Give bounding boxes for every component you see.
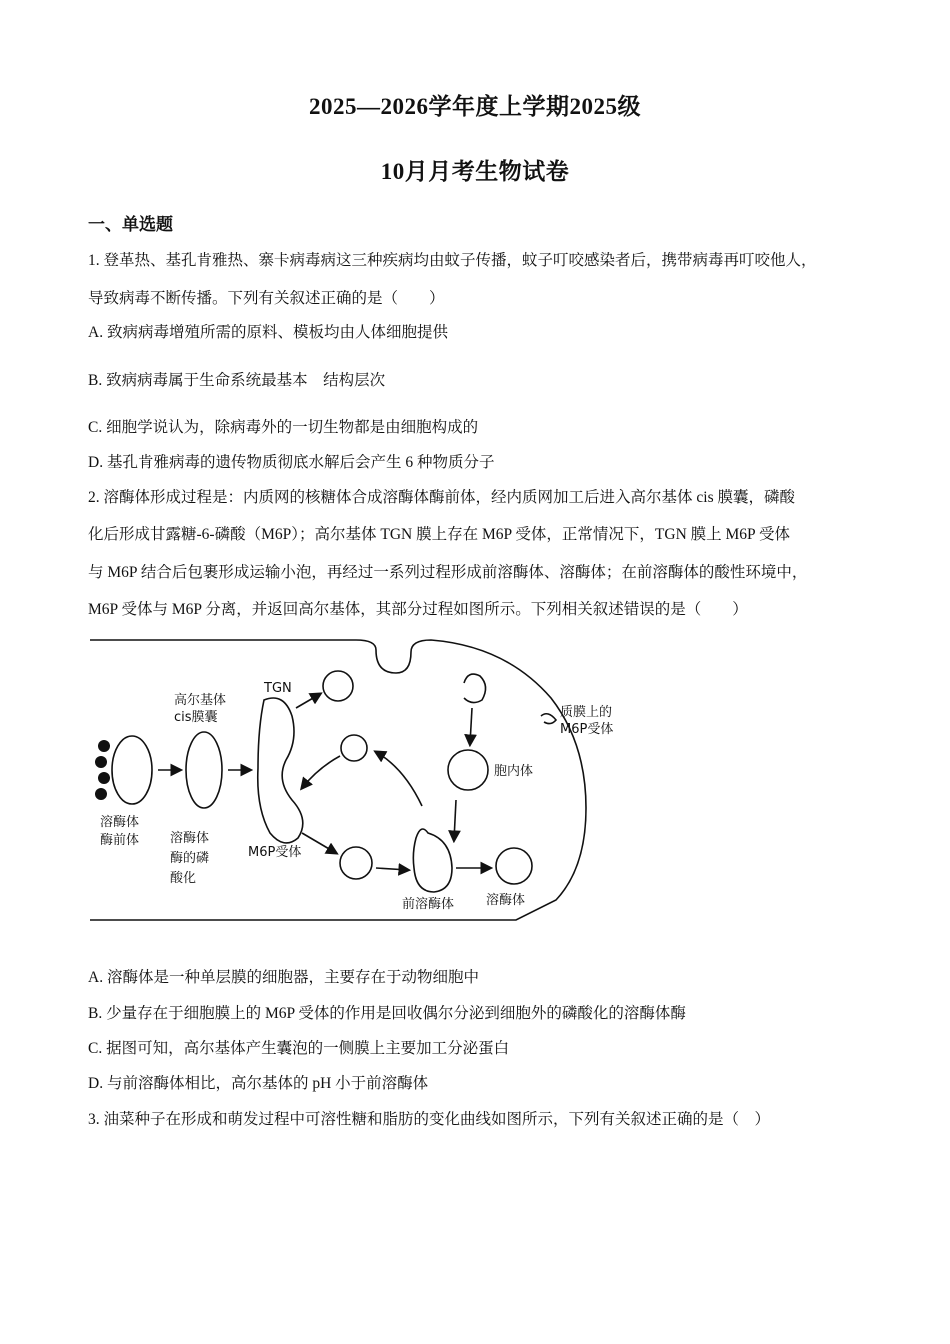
section-heading: 一、单选题 [88, 215, 173, 234]
membrane-receptor-pit [541, 714, 556, 724]
label-precursor-line2: 酶前体 [100, 833, 140, 848]
q1-stem-line2: 导致病毒不断传播。下列有关叙述正确的是（ ） [88, 290, 445, 307]
label-phosphorylation-line2: 酶的磷 [170, 851, 210, 866]
precursor-vesicle [112, 736, 152, 804]
label-cis-line1: 高尔基体 [174, 693, 227, 708]
q1-option-a: A. 致病病毒增殖所需的原料、模板均由人体细胞提供 [88, 324, 448, 341]
recycled-receptor-vesicle [341, 735, 367, 761]
q3-stem-line1: 3. 油菜种子在形成和萌发过程中可溶性糖和脂肪的变化曲线如图所示，下列有关叙述正确的是（ ） [88, 1111, 771, 1128]
q1-option-c: C. 细胞学说认为，除病毒外的一切生物都是由细胞构成的 [88, 419, 479, 436]
label-phosphorylation-line3: 酸化 [170, 871, 197, 886]
q2-stem-line1: 2. 溶酶体形成过程是：内质网的核糖体合成溶酶体酶前体，经内质网加工后进入高尔基体 cis 膜囊，磷酸 [88, 489, 795, 506]
tgn-membrane [258, 698, 303, 843]
arrow-transport-to-prelysosome [376, 868, 408, 870]
label-phosphorylation-line1: 溶酶体 [170, 831, 210, 846]
q2-stem-line4: M6P 受体与 M6P 分离，并返回高尔基体，其部分过程如图所示。下列相关叙述错误的是（ ） [88, 601, 748, 618]
label-cis-line2: cis膜囊 [174, 710, 218, 725]
q1-option-d: D. 基孔肯雅病毒的遗传物质彻底水解后会产生 6 种物质分子 [88, 454, 495, 471]
q1-option-b: B. 致病病毒属于生命系统最基本 结构层次 [88, 372, 386, 389]
cell-membrane [90, 640, 586, 920]
q2-stem-line3: 与 M6P 结合后包裹形成运输小泡，再经过一系列过程形成前溶酶体、溶酶体；在前溶酶体的酸性环境中， [88, 564, 808, 581]
endocytic-pit [464, 674, 486, 702]
q2-stem-line2: 化后形成甘露糖-6-磷酸（M6P）；高尔基体 TGN 膜上存在 M6P 受体，正常情况下，TGN 膜上 M6P 受体 [88, 526, 790, 543]
label-membrane-line1: 质膜上的 [560, 705, 613, 720]
label-membrane-line2: M6P受体 [560, 722, 614, 737]
prelysosome-membrane [413, 829, 452, 892]
arrow-tgn-to-transport [302, 833, 336, 853]
transport-vesicle [340, 847, 372, 879]
label-tgn: TGN [264, 681, 292, 696]
lysosome-formation-figure [86, 628, 646, 928]
cis-cisterna [186, 732, 222, 808]
exam-title-line1: 2025—2026学年度上学期2025级 [309, 94, 641, 119]
label-lysosome: 溶酶体 [486, 893, 526, 908]
exam-title-line2: 10月月考生物试卷 [380, 159, 570, 184]
q2-option-d: D. 与前溶酶体相比，高尔基体的 pH 小于前溶酶体 [88, 1075, 429, 1092]
label-prelysosome: 前溶酶体 [402, 897, 455, 912]
arrow-endosome-to-prelysosome [454, 800, 456, 840]
arrow-pit-to-endosome [470, 708, 472, 744]
label-m6p-receptor: M6P受体 [248, 845, 302, 860]
label-precursor-line1: 溶酶体 [100, 815, 140, 830]
ribosome-dots [95, 740, 110, 800]
label-endosome: 胞内体 [494, 764, 534, 779]
q1-stem-line1: 1. 登革热、基孔肯雅热、寨卡病毒病这三种疾病均由蚊子传播，蚊子叮咬感染者后，携带病毒再叮咬他人， [88, 252, 817, 269]
tgn-vesicle-top [323, 671, 353, 701]
q2-option-c: C. 据图可知，高尔基体产生囊泡的一侧膜上主要加工分泌蛋白 [88, 1040, 510, 1057]
lysosome-vesicle [496, 848, 532, 884]
q2-option-b: B. 少量存在于细胞膜上的 M6P 受体的作用是回收偶尔分泌到细胞外的磷酸化的溶酶体酶 [88, 1005, 686, 1022]
arrow-prelysosome-recycle [376, 752, 422, 806]
arrow-tgn-to-vesicle [296, 694, 320, 708]
arrow-recycle-to-tgn [302, 756, 340, 788]
q2-option-a: A. 溶酶体是一种单层膜的细胞器，主要存在于动物细胞中 [88, 969, 479, 986]
endosome-vesicle [448, 750, 488, 790]
